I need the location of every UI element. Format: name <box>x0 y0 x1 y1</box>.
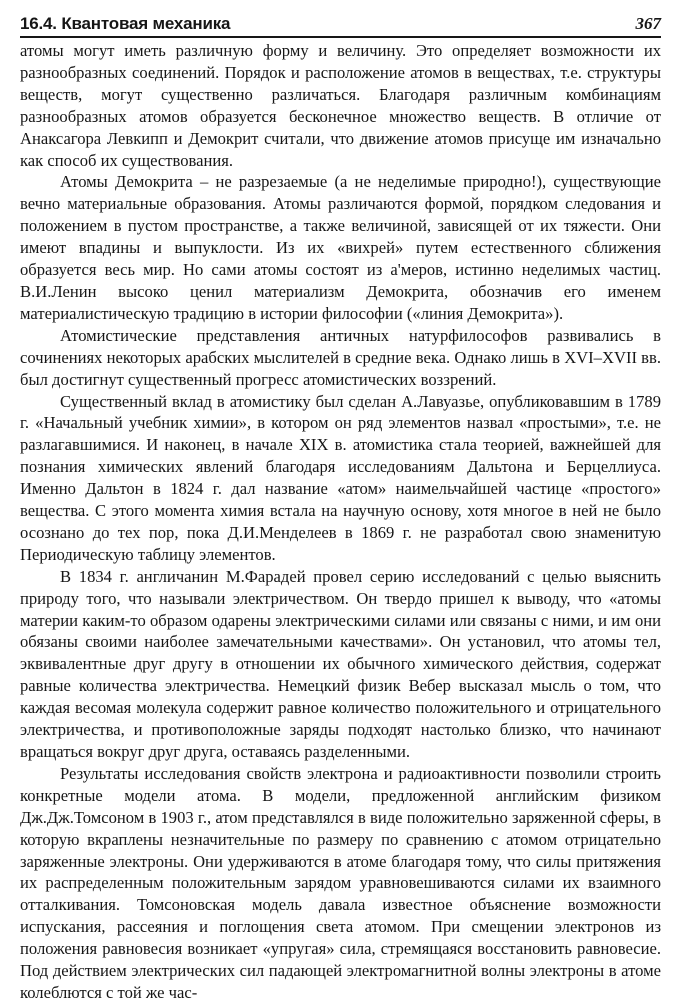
body-text <box>20 40 661 1004</box>
section-title: 16.4. Квантовая механика <box>20 14 231 33</box>
paragraph-4: Существенный вклад в атомистику был сделан А.Лавуазье, опубликовавшим в 1789 г. «Начальный учебник химии», в котором он ряд элементов назвал «простыми», т.е. не разлагавшимися. И наконец, в начале XIX в. атомистика стала теорией, важнейшей для познания химических явлений благодаря исследованиям Дальтона и Берцеллиуса. Именно Дальтон в 1824 г. дал название «атом» наимельчайшей частице «простого» вещества. С этого момента химия встала на научную основу, хотя многое в ней не было осознано до тех пор, пока Д.И.Менделеев в 1869 г. не разработал свою знаменитую Периодическую таблицу элементов. <box>20 391 661 564</box>
running-header <box>20 10 661 34</box>
paragraph-5: В 1834 г. англичанин М.Фарадей провел серию исследований с целью выяснить природу того, что называли электричеством. Он твердо пришел к выводу, что «атомы материи каким-то образом одарены электрическими силами или связаны с ними, и им они обязаны своими наиболее замечательными качествами». Он установил, что атомы тел, эквивалентные друг другу в отношении их обычного химического действия, содержат равные количества электричества. Немецкий физик Вебер высказал мысль о том, что каждая весомая молекула содержит равное количество положительного и отрицательного электричества, и противоположные заряды подходят настолько близко, что начинают вращаться вокруг друг друга, оставаясь разделенными. <box>20 566 661 761</box>
header-rule <box>20 36 661 38</box>
paragraph-2: Атомы Демокрита – не разрезаемые (а не неделимые природно!), существующие вечно материальные образования. Атомы различаются формой, порядком следования и положением в пустом пространстве, а также величиной, зависящей от их тяжести. Они имеют впадины и выпуклости. Из их «вихрей» путем естественного сближения образуется весь мир. Но сами атомы состоят из а'меров, истинно неделимых частиц. В.И.Ленин высоко ценил материализм Демокрита, обозначив его именем материалистическую традицию в истории философии («линия Демокрита»). <box>20 172 661 323</box>
paragraph-3: Атомистические представления античных натурфилософов развивались в сочинениях некоторых арабских мыслителей в средние века. Однако лишь в XVI–XVII вв. был достигнут существенный прогресс атомистических воззрений. <box>20 325 661 389</box>
paragraph-6: Результаты исследования свойств электрона и радиоактивности позволили строить конкретные модели атома. В модели, предложенной английским физиком Дж.Дж.Томсоном в 1903 г., атом представлялся в виде положительно заряженной сферы, в которую вкраплены незначительные по размеру по сравнению с атомом отрицательно заряженные электроны. Они удерживаются в атоме благодаря тому, что силы притяжения их распределенным положительным зарядом уравновешиваются силами их взаимного отталкивания. Томсоновская модель давала известное объяснение возможности испускания, рассеяния и поглощения света атомом. При смещении электронов из положения равновесия возникает «упругая» сила, стремящаяся восстановить равновесие. Под действием электрических сил падающей электромагнитной волны электроны в атоме колеблются с той же час- <box>20 763 661 1002</box>
paragraph-1: атомы могут иметь различную форму и величину. Это определяет возможности их разнообразных соединений. Порядок и расположение атомов в веществах, т.е. структуры веществ, могут существенно различаться. Благодаря различным комбинациям разнообразных атомов образуется бесконечное множество веществ. В отличие от Анаксагора Левкипп и Демокрит считали, что движение атомов присуще им изначально как способ их существования. <box>20 41 661 170</box>
page-number: 367 <box>635 14 661 33</box>
